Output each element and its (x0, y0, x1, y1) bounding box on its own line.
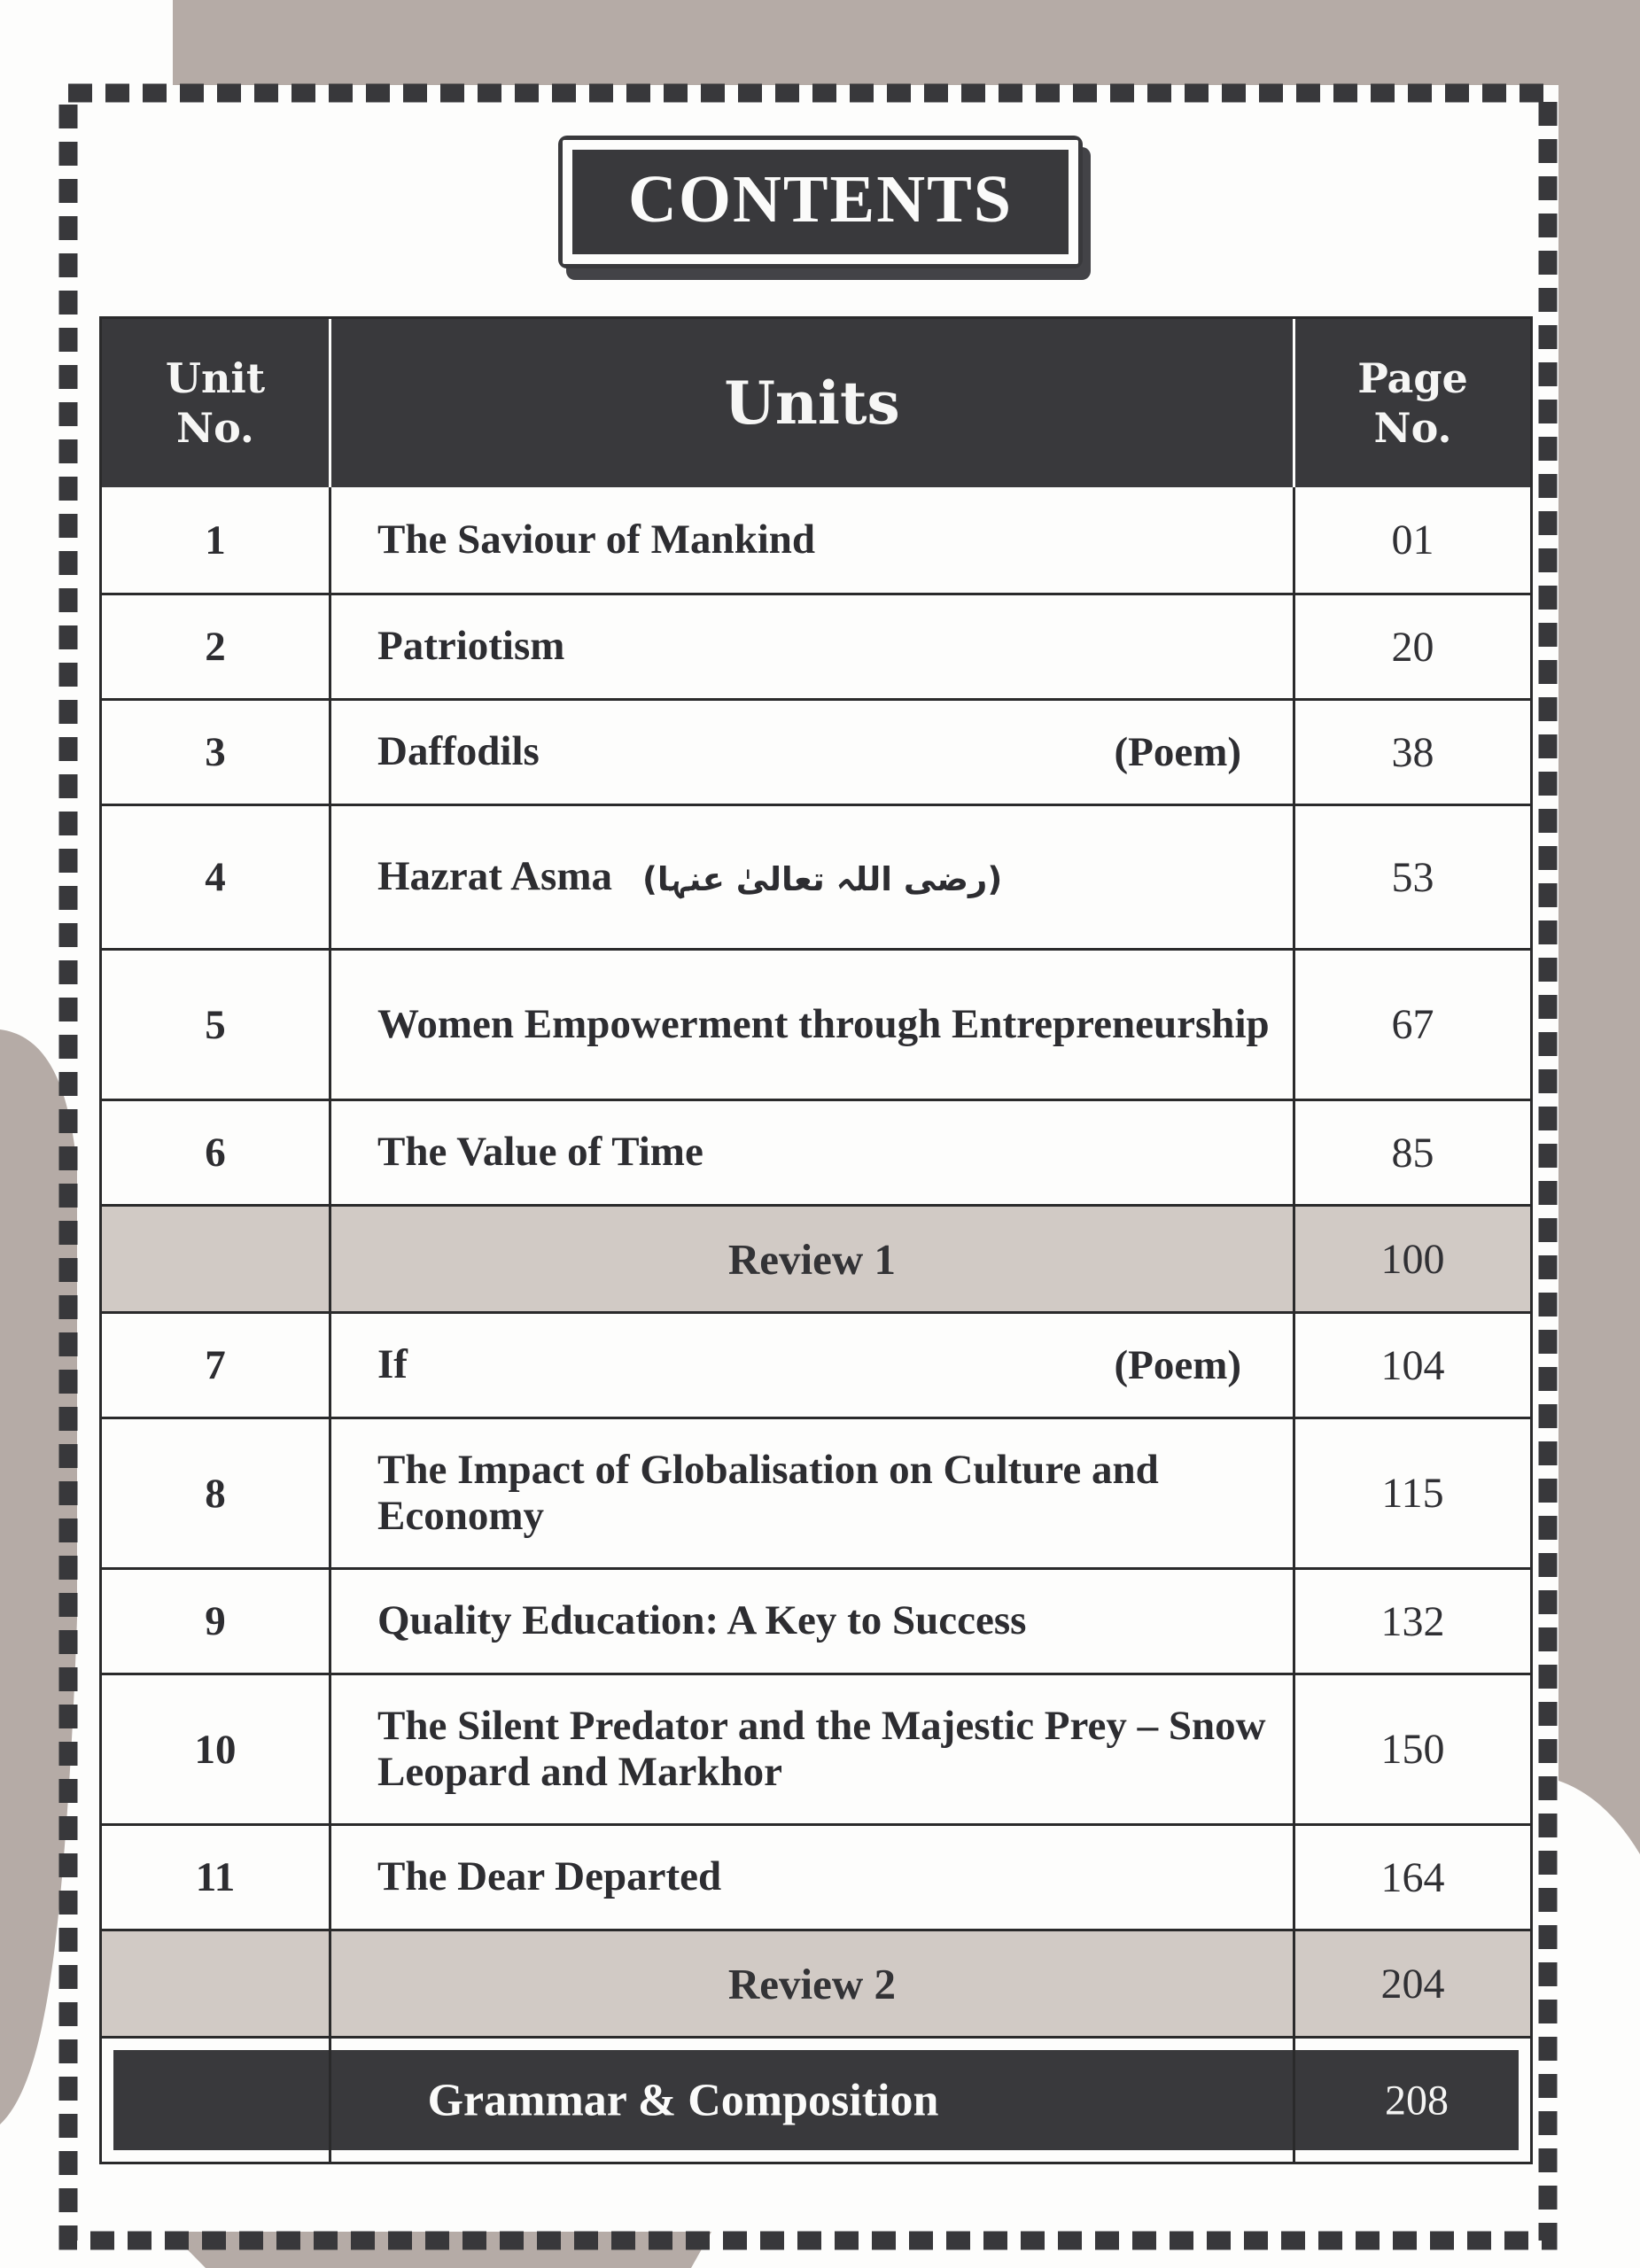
page-no-cell (1295, 1419, 1530, 1567)
header-page-no (1295, 319, 1530, 487)
page-no-cell (1295, 1101, 1530, 1204)
page-no-cell (1295, 951, 1530, 1099)
unit-title-urdu: (رضی اللہ تعالیٰ عنہا) (641, 859, 1003, 898)
header-page-no-label: Page No. (1357, 353, 1468, 452)
unit-title: The Dear Departed (377, 1853, 722, 1900)
contents-title-frame (563, 140, 1078, 264)
unit-no-cell (102, 595, 331, 698)
units-cell (331, 1931, 1295, 2036)
unit-no-cell (102, 1314, 331, 1417)
table-row (102, 698, 1530, 804)
page-no-cell (1295, 701, 1530, 804)
review-label: Review 1 (727, 1234, 897, 1284)
page-title: CONTENTS (627, 162, 1014, 237)
header-units-label: Units (724, 369, 900, 438)
unit-title: Quality Education: A Key to Success (377, 1597, 1027, 1644)
poem-tag: (Poem) (1114, 729, 1241, 775)
units-cell (331, 1314, 1295, 1417)
table-row (102, 487, 1530, 593)
unit-number: 5 (205, 1001, 226, 1048)
page-number: 115 (1381, 1470, 1444, 1517)
table-row (102, 1099, 1530, 1204)
unit-no-cell (102, 1419, 331, 1567)
unit-number: 4 (205, 854, 226, 900)
units-cell (331, 951, 1295, 1099)
unit-no-cell (102, 1931, 331, 2036)
unit-title: Hazrat Asma (377, 853, 612, 900)
unit-number: 3 (205, 729, 226, 775)
table-row (102, 804, 1530, 948)
unit-title: The Silent Predator and the Majestic Prey – Snow Leopard and Markhor (377, 1702, 1266, 1795)
units-cell (331, 806, 1295, 948)
page-number: 01 (1391, 517, 1434, 563)
review-row (102, 1204, 1530, 1311)
page-no-cell (1295, 487, 1530, 593)
units-cell (331, 1826, 1295, 1929)
header-unit-no (102, 319, 331, 487)
units-cell (331, 595, 1295, 698)
unit-no-cell (102, 1826, 331, 1929)
review-row (102, 1929, 1530, 2036)
page-no-cell (1295, 1314, 1530, 1417)
unit-no-cell (102, 1101, 331, 1204)
header-unit-no-label: Unit No. (165, 353, 266, 452)
page-number: 164 (1380, 1853, 1445, 1901)
page-number: 38 (1391, 728, 1434, 776)
poem-tag: (Poem) (1114, 1342, 1241, 1388)
grammar-row (102, 2036, 1530, 2162)
unit-number: 7 (205, 1342, 226, 1388)
table-row (102, 1673, 1530, 1823)
page-number: 104 (1380, 1341, 1445, 1389)
unit-number: 11 (195, 1854, 236, 1900)
page-number: 100 (1380, 1235, 1445, 1283)
page-no-cell (1295, 806, 1530, 948)
unit-title: Daffodils (377, 728, 540, 775)
units-cell (331, 1675, 1295, 1823)
table-row (102, 1823, 1530, 1929)
unit-number: 10 (194, 1726, 237, 1773)
page-no-cell (1295, 1826, 1530, 1929)
units-cell (331, 487, 1295, 593)
table-row (102, 1567, 1530, 1673)
page-number: 53 (1391, 853, 1434, 901)
page-no-cell (1295, 1207, 1530, 1311)
table-body (102, 487, 1530, 2162)
units-cell (331, 1207, 1295, 1311)
page-no-cell (1295, 1675, 1530, 1823)
page-no-cell (1295, 595, 1530, 698)
unit-no-cell (102, 1570, 331, 1673)
review-label: Review 2 (727, 1959, 897, 2008)
units-cell (331, 701, 1295, 804)
table-row (102, 948, 1530, 1099)
unit-no-cell (102, 1207, 331, 1311)
unit-title: The Value of Time (377, 1129, 703, 1176)
table-row (102, 1311, 1530, 1417)
contents-table (99, 316, 1533, 2164)
unit-no-cell (102, 701, 331, 804)
table-header-row (102, 319, 1530, 487)
unit-no-cell (102, 951, 331, 1099)
page-number: 67 (1391, 1001, 1434, 1048)
page-number: 204 (1380, 1960, 1445, 2008)
unit-title: The Impact of Globalisation on Culture and Economy (377, 1446, 1159, 1539)
unit-number: 6 (205, 1130, 226, 1176)
unit-title: The Saviour of Mankind (377, 516, 816, 563)
unit-no-cell (102, 806, 331, 948)
unit-title: Patriotism (377, 623, 565, 670)
units-cell (331, 1101, 1295, 1204)
page-no-cell (1295, 1931, 1530, 2036)
unit-no-cell (102, 1675, 331, 1823)
units-cell (331, 1570, 1295, 1673)
unit-no-cell (102, 487, 331, 593)
page-number: 132 (1380, 1597, 1445, 1645)
page-number: 20 (1391, 623, 1434, 671)
table-row (102, 1417, 1530, 1567)
page-number: 85 (1391, 1129, 1434, 1177)
contents-title-box (558, 136, 1083, 268)
grammar-label: Grammar & Composition (427, 2075, 939, 2125)
unit-number: 8 (205, 1470, 226, 1517)
unit-number: 9 (205, 1598, 226, 1644)
header-units (331, 319, 1295, 487)
unit-number: 2 (205, 624, 226, 670)
page-no-cell (1295, 1570, 1530, 1673)
page-number: 150 (1380, 1726, 1445, 1773)
units-cell (331, 1419, 1295, 1567)
unit-title: If (377, 1341, 408, 1388)
unit-number: 1 (205, 517, 226, 563)
unit-title: Women Empowerment through Entrepreneurship (377, 1000, 1270, 1047)
page-number: 208 (1385, 2077, 1449, 2124)
table-row (102, 593, 1530, 698)
